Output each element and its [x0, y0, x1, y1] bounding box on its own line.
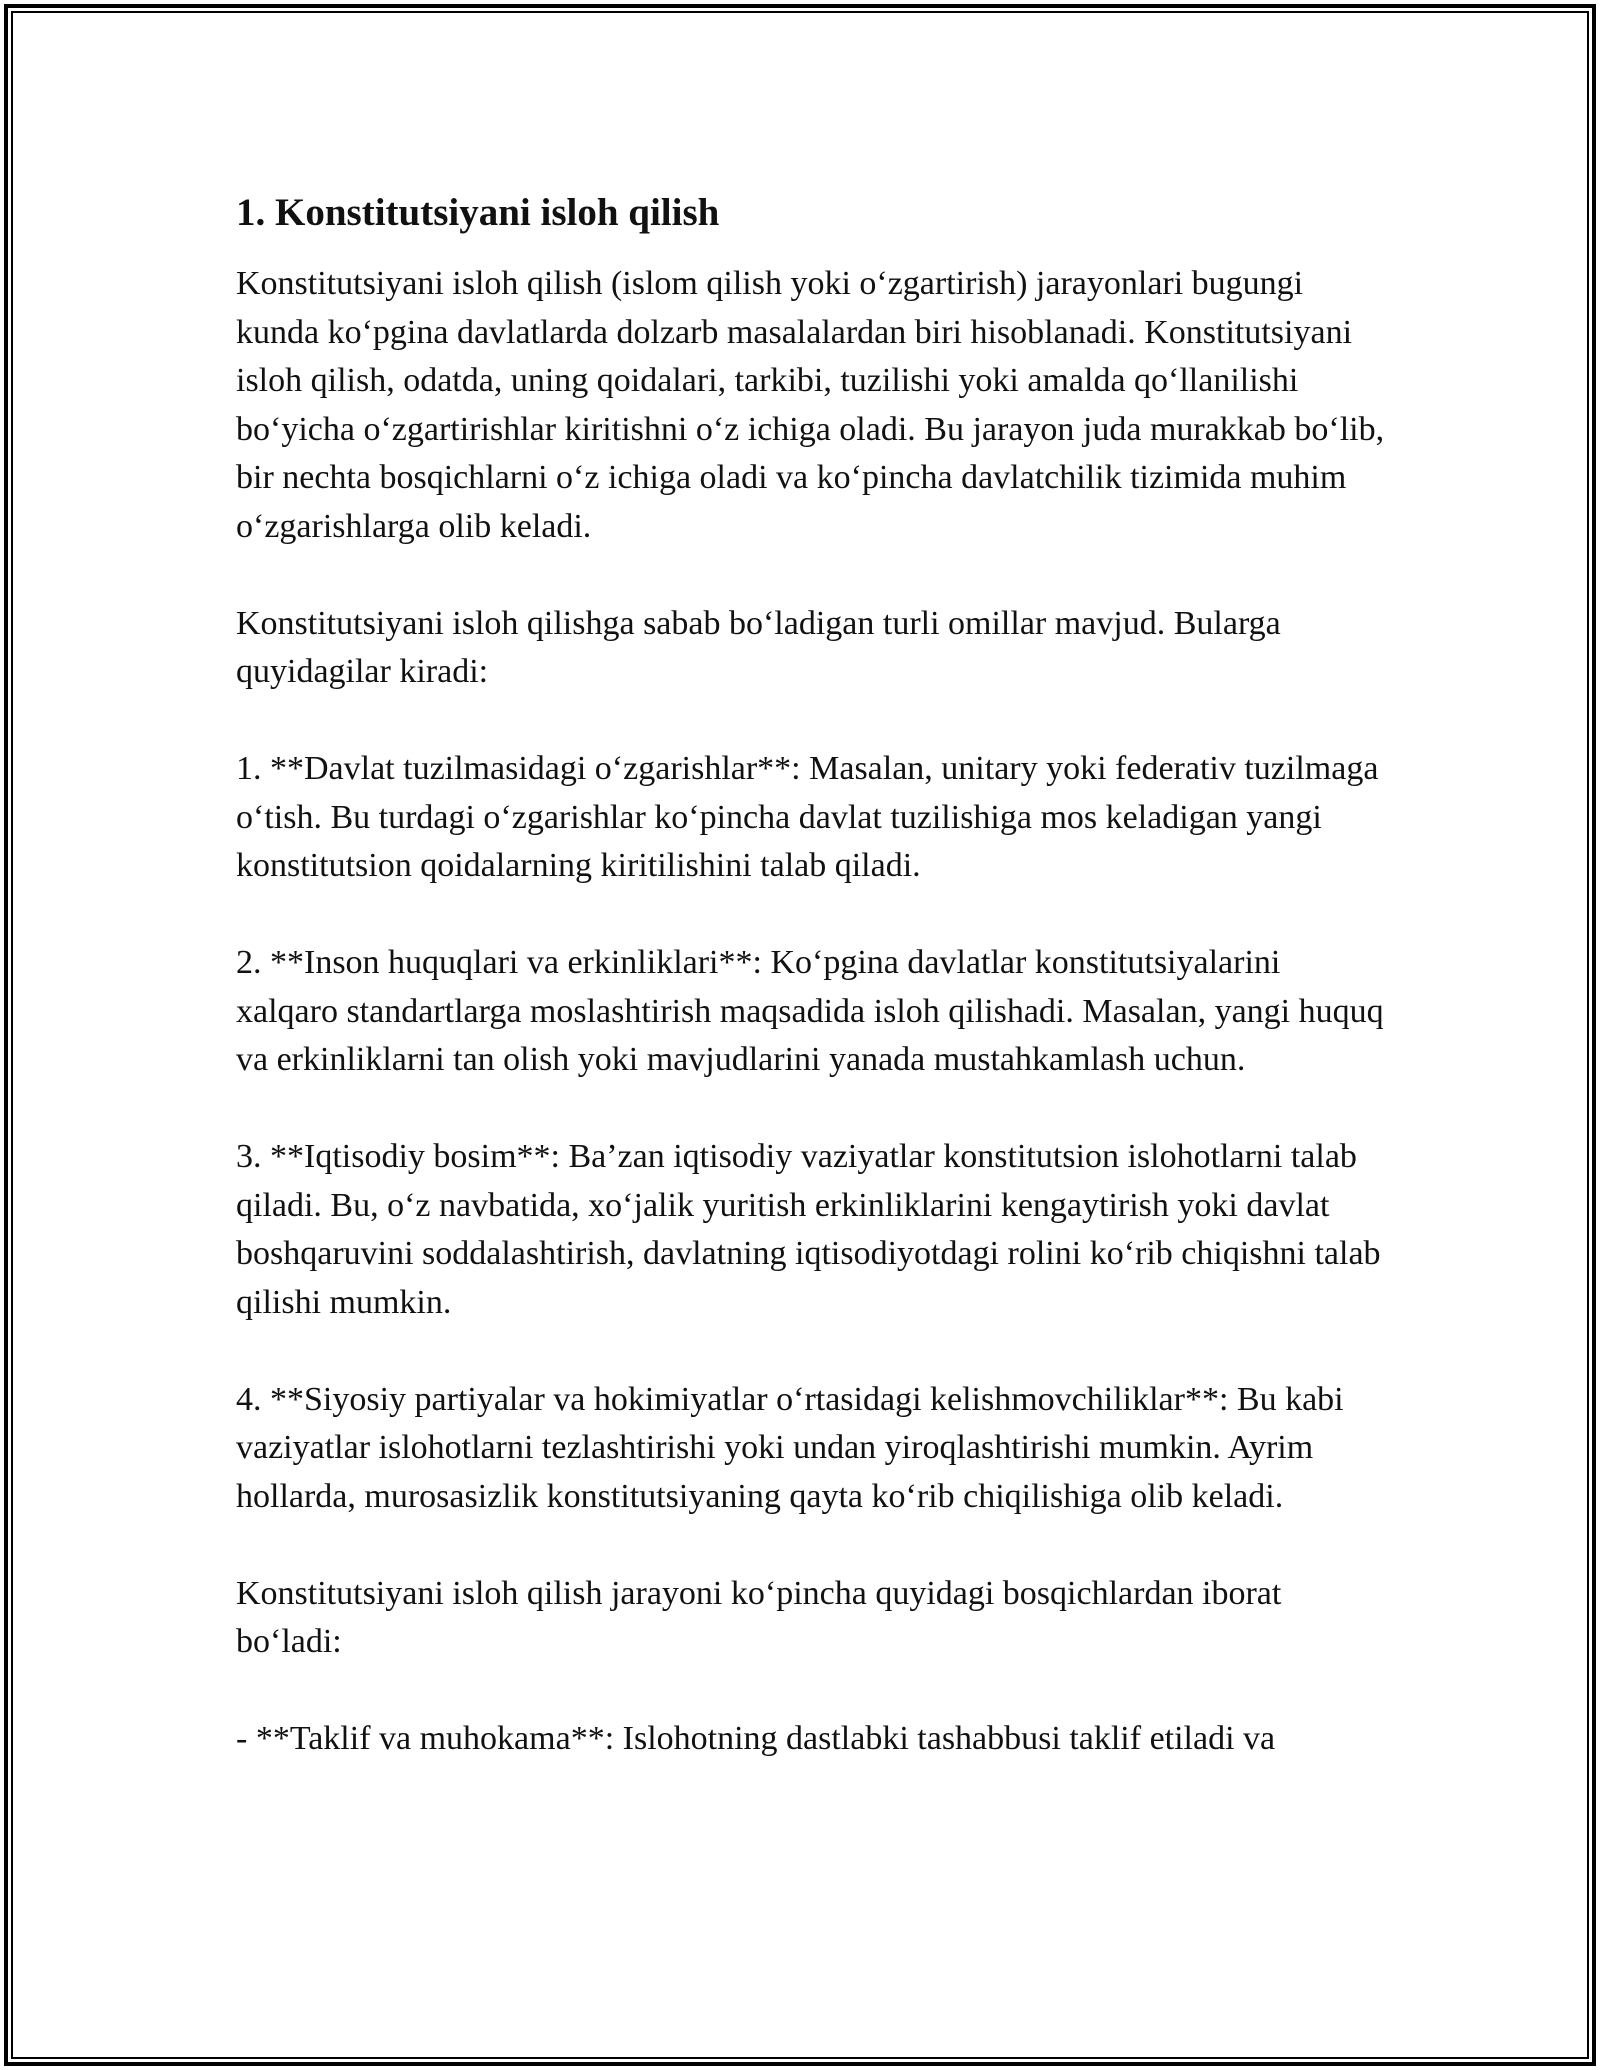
list-item-political-disagreements: 4. **Siyosiy partiyalar va hokimiyatlar o‘rtasidagi kelishmovchiliklar**: Bu kabi vaziyatlar islohotlarni tezlashtirishi yoki undan yiroqlashtirishi mumkin. Ayrim hollarda, murosasizlik konstitutsiyaning qayta ko‘rib chiqilishiga olib keladi.: [236, 1380, 1344, 1515]
list-item-state-structure: 1. **Davlat tuzilmasidagi o‘zgarishlar**: Masalan, unitary yoki federativ tuzilmaga o‘tish. Bu turdagi o‘zgarishlar ko‘pincha davlat tuzilishiga mos keladigan yangi konstitutsion qoidalarning kiritilishini talab qiladi.: [236, 750, 1379, 884]
list-item-proposal-discussion: - **Taklif va muhokama**: Islohotning dastlabki tashabbusi taklif etiladi va: [236, 1720, 1276, 1757]
document-body: [236, 188, 1386, 1812]
list-item-economic-pressure: 3. **Iqtisodiy bosim**: Ba’zan iqtisodiy vaziyatlar konstitutsion islohotlarni talab qiladi. Bu, o‘z navbatida, xo‘jalik yuritish erkinliklarini kengaytirish yoki davlat boshqaruvini soddalashtirish, davlatning iqtisodiyotdagi rolini ko‘rib chiqishni talab qilishi mumkin.: [236, 1138, 1381, 1321]
section-heading: 1. Konstitutsiyani isloh qilish: [236, 191, 720, 234]
paragraph-factors-intro: Konstitutsiyani isloh qilishga sabab bo‘ladigan turli omillar mavjud. Bularga quyidagilar kiradi:: [236, 604, 1281, 690]
paragraph-stages-intro: Konstitutsiyani isloh qilish jarayoni ko‘pincha quyidagi bosqichlardan iborat bo‘ladi:: [236, 1574, 1282, 1660]
paragraph-intro: Konstitutsiyani isloh qilish (islom qilish yoki o‘zgartirish) jarayonlari bugungi kunda ko‘pgina davlatlarda dolzarb masalalardan biri hisoblanadi. Konstitutsiyani isloh qilish, odatda, uning qoidalari, tarkibi, tuzilishi yoki amalda qo‘llanilishi bo‘yicha o‘zgartirishlar kiritishni o‘z ichiga oladi. Bu jarayon juda murakkab bo‘lib, bir nechta bosqichlarni o‘z ichiga oladi va ko‘pincha davlatchilik tizimida muhim o‘zgarishlarga olib keladi.: [236, 265, 1385, 545]
list-item-human-rights: 2. **Inson huquqlari va erkinliklari**: Ko‘pgina davlatlar konstitutsiyalarini xalqaro standartlarga moslashtirish maqsadida isloh qilishadi. Masalan, yangi huquq va erkinliklarni tan olish yoki mavjudlarini yanada mustahkamlash uchun.: [236, 944, 1384, 1078]
